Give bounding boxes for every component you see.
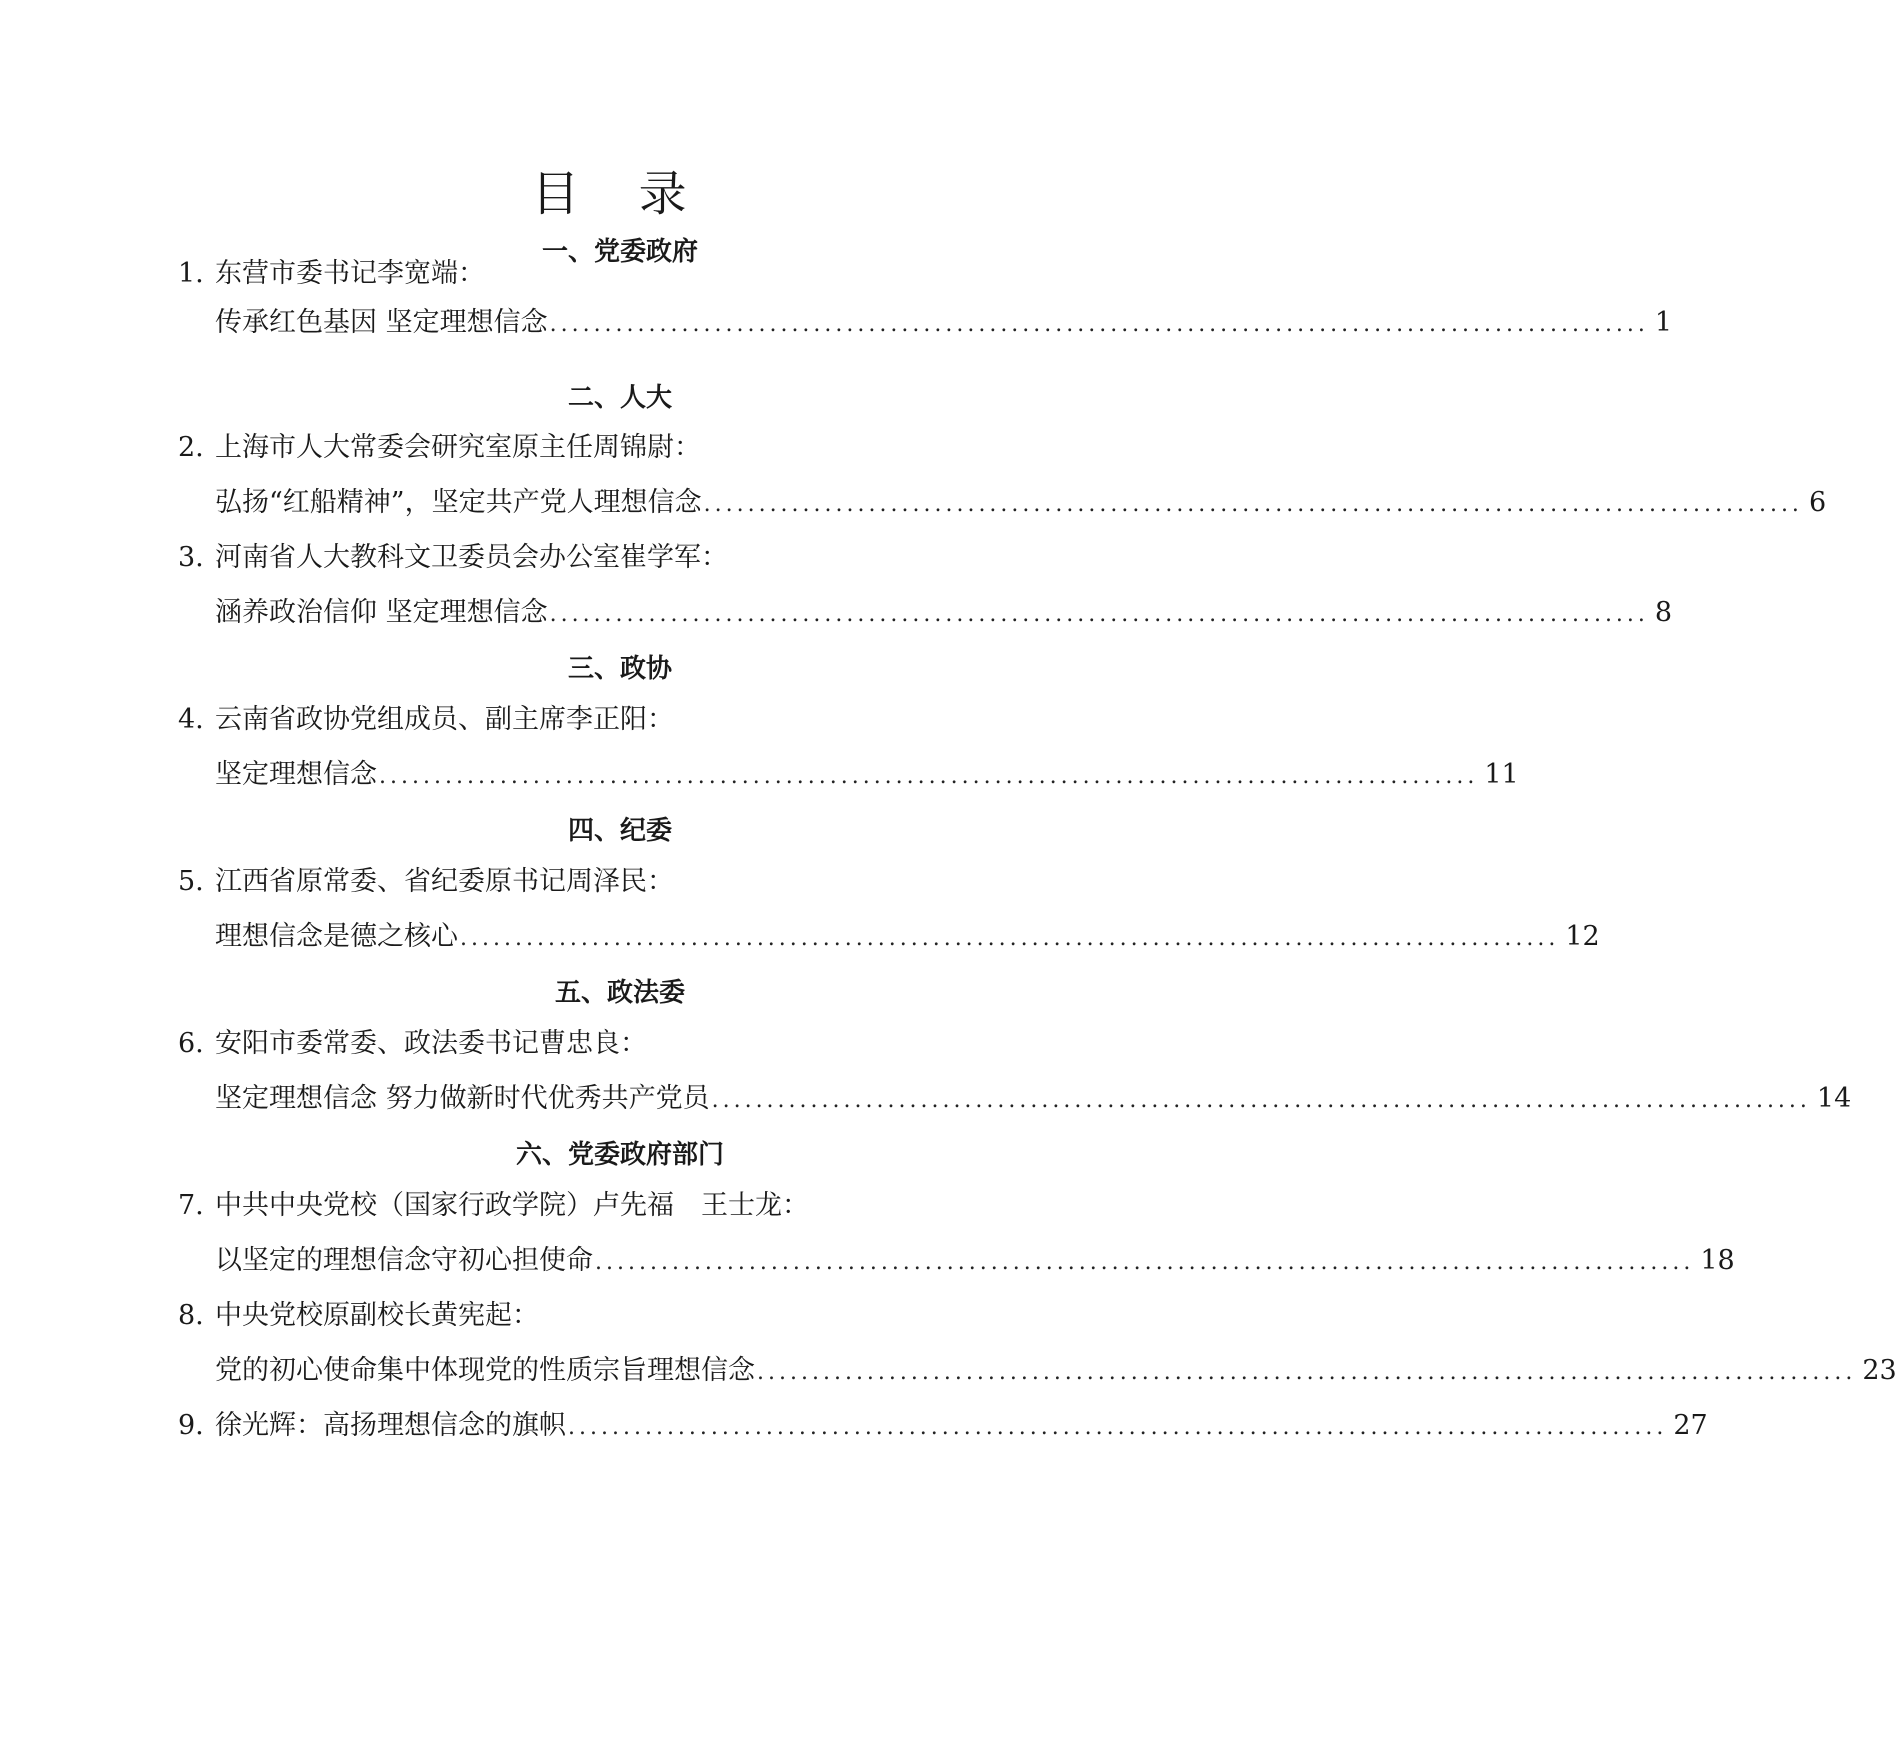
page-number: 27 bbox=[1673, 1410, 1708, 1441]
entry-number: 2. bbox=[178, 432, 204, 463]
toc-entry-7 bbox=[178, 1186, 1180, 1226]
entry-heading: 徐光辉：高扬理想信念的旗帜 bbox=[215, 1410, 566, 1441]
dot-leader: .................................................................................................... bbox=[757, 1360, 1857, 1385]
page-number: 18 bbox=[1700, 1245, 1735, 1276]
toc-entry-6-subtitle-line[interactable] bbox=[215, 1079, 1852, 1121]
dot-leader: .................................................................................................... bbox=[379, 764, 1479, 789]
entry-subtitle: 以坚定的理想信念守初心担使命 bbox=[215, 1245, 593, 1276]
entry-number: 6. bbox=[178, 1028, 204, 1059]
entry-heading: 安阳市委常委、政法委书记曹忠良： bbox=[215, 1028, 647, 1059]
section-heading: 五、政法委 bbox=[554, 978, 685, 1008]
dot-leader: .................................................................................................... bbox=[711, 1088, 1811, 1113]
page-title: 目 录 bbox=[531, 166, 709, 222]
dot-leader: .................................................................................................... bbox=[703, 492, 1803, 517]
entry-subtitle: 涵养政治信仰 坚定理想信念 bbox=[215, 597, 548, 628]
entry-number: 9. bbox=[178, 1410, 204, 1441]
entry-number: 1. bbox=[178, 258, 204, 289]
entry-heading: 东营市委书记李宽端： bbox=[215, 258, 485, 289]
entry-heading: 江西省原常委、省纪委原书记周泽民： bbox=[215, 866, 674, 897]
toc-entry-2-subtitle-line[interactable] bbox=[215, 483, 1827, 525]
entry-heading: 河南省人大教科文卫委员会办公室崔学军： bbox=[215, 542, 728, 573]
dot-leader: .................................................................................................... bbox=[460, 926, 1560, 951]
entry-subtitle: 传承红色基因 坚定理想信念 bbox=[215, 307, 548, 338]
entry-subtitle: 坚定理想信念 努力做新时代优秀共产党员 bbox=[215, 1083, 710, 1114]
dot-leader: .................................................................................................... bbox=[549, 312, 1649, 337]
entry-heading: 上海市人大常委会研究室原主任周锦尉： bbox=[215, 432, 701, 463]
page-number: 12 bbox=[1565, 921, 1600, 952]
toc-entry-2 bbox=[178, 428, 1180, 468]
entry-number: 4. bbox=[178, 704, 204, 735]
entry-heading: 中共中央党校（国家行政学院）卢先福 王士龙： bbox=[215, 1190, 809, 1221]
section-heading: 三、政协 bbox=[567, 654, 672, 684]
page-number: 1 bbox=[1654, 307, 1673, 338]
entry-heading: 云南省政协党组成员、副主席李正阳： bbox=[215, 704, 674, 735]
section-heading: 六、党委政府部门 bbox=[515, 1140, 724, 1170]
toc-entry-9[interactable] bbox=[178, 1406, 1708, 1448]
section-heading: 四、纪委 bbox=[567, 816, 672, 846]
entry-subtitle: 党的初心使命集中体现党的性质宗旨理想信念 bbox=[215, 1355, 755, 1386]
toc-entry-8 bbox=[178, 1296, 1180, 1336]
page-number: 14 bbox=[1816, 1083, 1852, 1114]
entry-number: 7. bbox=[178, 1190, 204, 1221]
dot-leader: .................................................................................................... bbox=[549, 602, 1649, 627]
toc-entry-4 bbox=[178, 700, 1180, 740]
entry-number: 5. bbox=[178, 866, 204, 897]
entry-subtitle: 理想信念是德之核心 bbox=[215, 921, 458, 952]
toc-entry-7-subtitle-line[interactable] bbox=[215, 1241, 1735, 1283]
section-heading: 二、人大 bbox=[567, 383, 672, 413]
page-number: 8 bbox=[1654, 597, 1673, 628]
entry-heading: 中央党校原副校长黄宪起： bbox=[215, 1300, 539, 1331]
entry-number: 3. bbox=[178, 542, 204, 573]
toc-entry-5 bbox=[178, 862, 1180, 902]
section-heading: 一、党委政府 bbox=[541, 237, 698, 267]
entry-subtitle: 坚定理想信念 bbox=[215, 759, 377, 790]
toc-entry-3 bbox=[178, 538, 1180, 578]
page-number: 23 bbox=[1862, 1355, 1897, 1386]
page-number: 6 bbox=[1808, 487, 1827, 518]
entry-subtitle: 弘扬“红船精神”，坚定共产党人理想信念 bbox=[215, 487, 702, 518]
toc-entry-8-subtitle-line[interactable] bbox=[215, 1351, 1897, 1393]
toc-entry-1-subtitle-line[interactable] bbox=[215, 303, 1673, 345]
toc-entry-3-subtitle-line[interactable] bbox=[215, 593, 1673, 635]
toc-entry-1 bbox=[178, 254, 1180, 294]
toc-entry-4-subtitle-line[interactable] bbox=[215, 755, 1519, 797]
dot-leader: .................................................................................................... bbox=[568, 1415, 1668, 1440]
entry-number: 8. bbox=[178, 1300, 204, 1331]
dot-leader: .................................................................................................... bbox=[595, 1250, 1695, 1275]
toc-entry-5-subtitle-line[interactable] bbox=[215, 917, 1600, 959]
toc-entry-6 bbox=[178, 1024, 1180, 1064]
page-number: 11 bbox=[1484, 759, 1519, 790]
